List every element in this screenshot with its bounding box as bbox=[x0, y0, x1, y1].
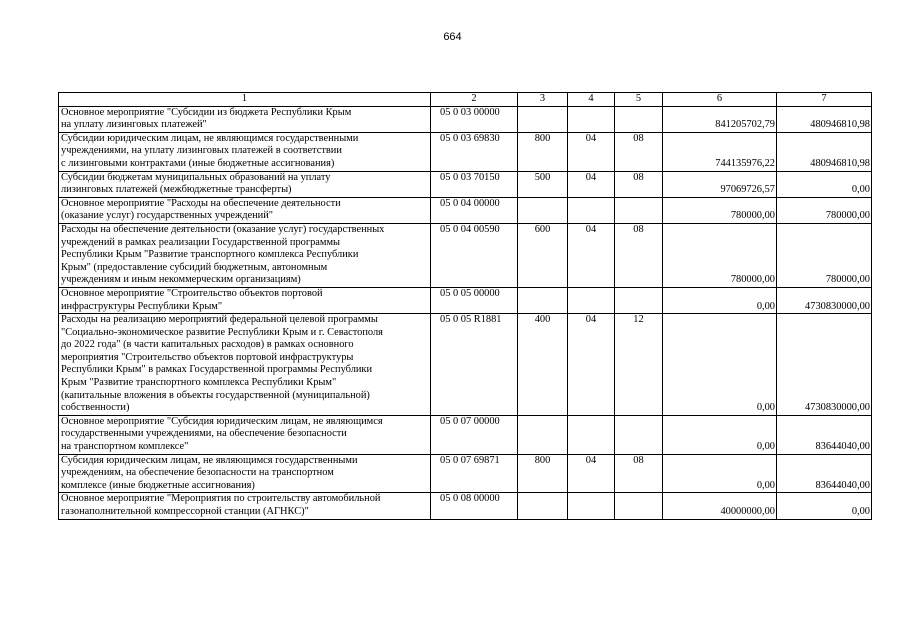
row-amount-1: 0,00 bbox=[663, 287, 777, 313]
row-section bbox=[568, 287, 615, 313]
row-expense-type bbox=[518, 106, 568, 132]
row-subsection: 08 bbox=[615, 223, 663, 287]
row-name: Субсидии бюджетам муниципальных образований на уплату лизинговых платежей (межбюджетные трансферты) bbox=[59, 171, 431, 197]
row-subsection: 08 bbox=[615, 454, 663, 493]
row-amount-2: 480946810,98 bbox=[777, 106, 872, 132]
row-subsection bbox=[615, 106, 663, 132]
row-code: 05 0 04 00000 bbox=[431, 197, 518, 223]
row-code: 05 0 04 00590 bbox=[431, 223, 518, 287]
row-section: 04 bbox=[568, 171, 615, 197]
row-amount-2: 480946810,98 bbox=[777, 132, 872, 171]
row-amount-2: 83644040,00 bbox=[777, 454, 872, 493]
row-code: 05 0 08 00000 bbox=[431, 493, 518, 519]
column-header: 2 bbox=[431, 93, 518, 107]
table-row bbox=[59, 132, 872, 171]
row-name: Расходы на реализацию мероприятий федеральной целевой программы "Социально-экономическое развитие Республики Крым и г. Севастополя до 2022 года" (в части капитальных расходов) в рамках основного мероприятия "Строительство объектов портовой инфраструктуры Республики Крым" в рамках Государственной программы Республики Крым "Развитие транспортного комплекса Республики Крым" (капитальные вложения в объекты государственной (муниципальной) собственности) bbox=[59, 314, 431, 416]
table-row bbox=[59, 171, 872, 197]
column-header: 6 bbox=[663, 93, 777, 107]
table-row bbox=[59, 415, 872, 454]
row-section bbox=[568, 106, 615, 132]
row-code: 05 0 05 00000 bbox=[431, 287, 518, 313]
row-amount-1: 841205702,79 bbox=[663, 106, 777, 132]
row-subsection bbox=[615, 493, 663, 519]
row-name: Основное мероприятие "Строительство объектов портовой инфраструктуры Республики Крым" bbox=[59, 287, 431, 313]
row-amount-1: 744135976,22 bbox=[663, 132, 777, 171]
row-expense-type bbox=[518, 197, 568, 223]
row-amount-1: 780000,00 bbox=[663, 197, 777, 223]
row-section: 04 bbox=[568, 314, 615, 416]
row-expense-type bbox=[518, 287, 568, 313]
row-expense-type: 800 bbox=[518, 454, 568, 493]
row-amount-2: 4730830000,00 bbox=[777, 287, 872, 313]
budget-table bbox=[58, 92, 872, 520]
row-amount-2: 780000,00 bbox=[777, 197, 872, 223]
row-section bbox=[568, 415, 615, 454]
row-name: Основное мероприятие "Мероприятия по строительству автомобильной газонаполнительной компрессорной станции (АГНКС)" bbox=[59, 493, 431, 519]
row-subsection bbox=[615, 287, 663, 313]
row-amount-2: 4730830000,00 bbox=[777, 314, 872, 416]
row-expense-type bbox=[518, 493, 568, 519]
table-row bbox=[59, 454, 872, 493]
column-header: 7 bbox=[777, 93, 872, 107]
column-header: 5 bbox=[615, 93, 663, 107]
row-section: 04 bbox=[568, 132, 615, 171]
row-amount-2: 780000,00 bbox=[777, 223, 872, 287]
row-code: 05 0 03 00000 bbox=[431, 106, 518, 132]
row-amount-2: 0,00 bbox=[777, 493, 872, 519]
row-name: Субсидии юридическим лицам, не являющимся государственными учреждениями, на уплату лизинговых платежей в соответствии с лизинговыми контрактами (иные бюджетные ассигнования) bbox=[59, 132, 431, 171]
row-name: Расходы на обеспечение деятельности (оказание услуг) государственных учреждений в рамках реализации Государственной программы Республики Крым "Развитие транспортного комплекса Республики Крым" (предоставление субсидий бюджетным, автономным учреждениям и иным некоммерческим организациям) bbox=[59, 223, 431, 287]
row-expense-type bbox=[518, 415, 568, 454]
row-amount-1: 40000000,00 bbox=[663, 493, 777, 519]
row-amount-1: 0,00 bbox=[663, 415, 777, 454]
row-amount-1: 780000,00 bbox=[663, 223, 777, 287]
row-amount-2: 0,00 bbox=[777, 171, 872, 197]
header-row bbox=[59, 93, 872, 107]
row-subsection: 08 bbox=[615, 171, 663, 197]
row-code: 05 0 03 69830 bbox=[431, 132, 518, 171]
row-expense-type: 800 bbox=[518, 132, 568, 171]
row-name: Основное мероприятие "Субсидии из бюджета Республики Крым на уплату лизинговых платежей" bbox=[59, 106, 431, 132]
row-expense-type: 500 bbox=[518, 171, 568, 197]
row-name: Основное мероприятие "Расходы на обеспечение деятельности (оказание услуг) государственных учреждений" bbox=[59, 197, 431, 223]
row-subsection bbox=[615, 197, 663, 223]
row-subsection: 12 bbox=[615, 314, 663, 416]
row-name: Основное мероприятие "Субсидия юридическим лицам, не являющимся государственными учреждениями, на обеспечение безопасности на транспортном комплексе" bbox=[59, 415, 431, 454]
row-expense-type: 600 bbox=[518, 223, 568, 287]
column-header: 1 bbox=[59, 93, 431, 107]
row-name: Субсидия юридическим лицам, не являющимся государственными учреждениям, на обеспечение безопасности на транспортном комплексе (иные бюджетные ассигнования) bbox=[59, 454, 431, 493]
column-header: 3 bbox=[518, 93, 568, 107]
row-code: 05 0 07 00000 bbox=[431, 415, 518, 454]
row-section: 04 bbox=[568, 454, 615, 493]
row-subsection: 08 bbox=[615, 132, 663, 171]
row-code: 05 0 05 R1881 bbox=[431, 314, 518, 416]
table-row bbox=[59, 493, 872, 519]
row-code: 05 0 03 70150 bbox=[431, 171, 518, 197]
page-number: 664 bbox=[443, 31, 462, 43]
row-section: 04 bbox=[568, 223, 615, 287]
row-section bbox=[568, 493, 615, 519]
row-amount-1: 0,00 bbox=[663, 454, 777, 493]
table-row bbox=[59, 223, 872, 287]
row-section bbox=[568, 197, 615, 223]
column-header: 4 bbox=[568, 93, 615, 107]
row-amount-1: 97069726,57 bbox=[663, 171, 777, 197]
row-amount-2: 83644040,00 bbox=[777, 415, 872, 454]
table-row bbox=[59, 287, 872, 313]
table-row bbox=[59, 197, 872, 223]
row-code: 05 0 07 69871 bbox=[431, 454, 518, 493]
row-amount-1: 0,00 bbox=[663, 314, 777, 416]
table-row bbox=[59, 106, 872, 132]
row-subsection bbox=[615, 415, 663, 454]
table-row bbox=[59, 314, 872, 416]
row-expense-type: 400 bbox=[518, 314, 568, 416]
